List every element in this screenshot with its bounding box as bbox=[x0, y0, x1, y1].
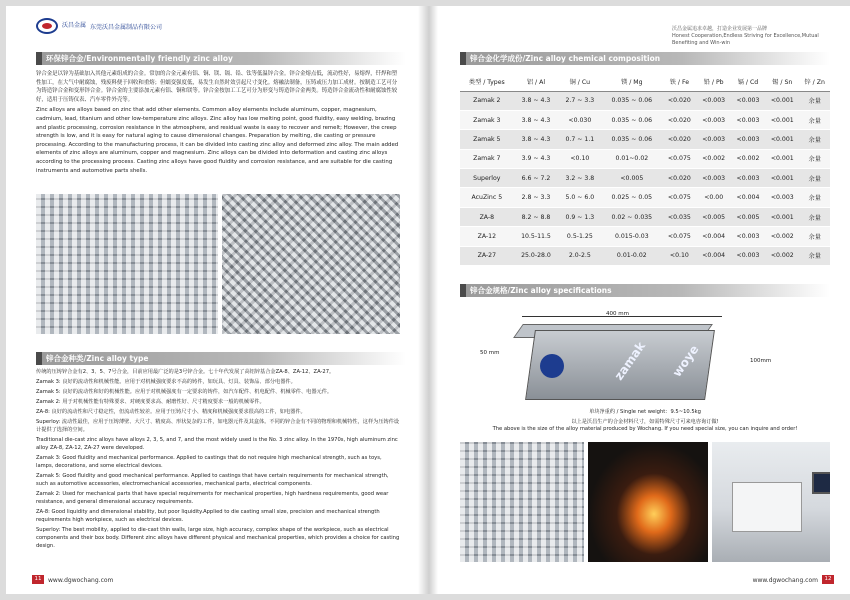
table-cell: Zamak 2 bbox=[460, 91, 514, 110]
table-cell: 3.2 ~ 3.8 bbox=[558, 169, 601, 188]
table-cell: <0.001 bbox=[765, 169, 799, 188]
intro-text bbox=[36, 70, 400, 177]
section-header-zinc-type: 锌合金种类/Zinc alloy type bbox=[36, 352, 406, 365]
table-cell: 0.5-1.25 bbox=[558, 227, 601, 246]
page-header-slogan bbox=[672, 26, 832, 47]
types-text bbox=[36, 368, 400, 552]
types-cn-2: Zamak 5: 良好的流动性和好的机械性能。应用于对机械强度有一定要求的铸件，如汽车配件、机电配件、机械零件、电器元件。 bbox=[36, 389, 333, 395]
table-cell: <0.005 bbox=[731, 207, 765, 226]
table-row bbox=[460, 110, 830, 129]
table-cell: <0.002 bbox=[765, 246, 799, 265]
spec-caption-en: The above is the size of the alloy material produced by Wochang. If you need special size, you can inquire and order! bbox=[492, 426, 798, 432]
ingot-brand-woye: woye bbox=[669, 342, 702, 380]
types-en-4: ZA-8: Good liquidity and dimensional stability, but poor liquidity.Applied to die casting small size, precision and mechanical strength requirements high workpiece, such as electrical devices. bbox=[36, 509, 380, 523]
table-cell: <0.003 bbox=[697, 130, 731, 149]
table-cell: 0.7 ~ 1.1 bbox=[558, 130, 601, 149]
table-row bbox=[460, 91, 830, 110]
ingot-warehouse-photo bbox=[36, 194, 218, 334]
dim-length: 400 mm bbox=[606, 311, 629, 317]
table-row bbox=[460, 188, 830, 207]
table-cell: <0.10 bbox=[662, 246, 696, 265]
table-cell: <0.005 bbox=[601, 169, 662, 188]
table-cell: 余量 bbox=[799, 169, 830, 188]
table-cell: 0.9 ~ 1.3 bbox=[558, 207, 601, 226]
table-cell: <0.00 bbox=[697, 188, 731, 207]
table-header-cell: 镁 / Mg bbox=[601, 72, 662, 91]
section-header-chemical: 锌合金化学成份/Zinc alloy chemical composition bbox=[460, 52, 830, 65]
table-header-cell: 锌 / Zn bbox=[799, 72, 830, 91]
table-cell: AcuZinc 5 bbox=[460, 188, 514, 207]
table-cell: 0.035 ~ 0.06 bbox=[601, 91, 662, 110]
table-cell: ZA-12 bbox=[460, 227, 514, 246]
table-cell: <0.002 bbox=[765, 227, 799, 246]
table-row bbox=[460, 149, 830, 168]
table-cell: 2.7 ~ 3.3 bbox=[558, 91, 601, 110]
table-cell: 余量 bbox=[799, 188, 830, 207]
table-cell: 0.02 ~ 0.035 bbox=[601, 207, 662, 226]
table-cell: 余量 bbox=[799, 246, 830, 265]
table-cell: 6.6 ~ 7.2 bbox=[514, 169, 559, 188]
table-header-cell: 锡 / Sn bbox=[765, 72, 799, 91]
ingot-brand-zamak: zamak bbox=[611, 339, 649, 383]
page-number: 11 bbox=[32, 575, 44, 584]
table-cell: <0.001 bbox=[765, 110, 799, 129]
table-cell: <0.075 bbox=[662, 188, 696, 207]
table-cell: <0.002 bbox=[697, 149, 731, 168]
table-cell: 0.01~0.02 bbox=[601, 149, 662, 168]
weight-caption: 单块净重约 / Single net weight：9.5~10.5kg bbox=[589, 409, 701, 415]
book-spine bbox=[418, 6, 438, 594]
table-cell: <0.030 bbox=[558, 110, 601, 129]
chemical-composition-table bbox=[460, 72, 830, 266]
table-cell: <0.003 bbox=[697, 91, 731, 110]
table-cell: 3.9 ~ 4.3 bbox=[514, 149, 559, 168]
table-cell: <0.020 bbox=[662, 130, 696, 149]
table-cell: 8.2 ~ 8.8 bbox=[514, 207, 559, 226]
table-cell: 3.8 ~ 4.3 bbox=[514, 91, 559, 110]
section-header-spec: 锌合金规格/Zinc alloy specifications bbox=[460, 284, 830, 297]
table-cell: <0.004 bbox=[697, 227, 731, 246]
table-cell: 余量 bbox=[799, 227, 830, 246]
types-cn-0: 传统的压铸锌合金有2、3、5、7号合金，目前应用最广泛的是3号锌合金。七十年代发展了高铝锌基合金ZA-8、ZA-12、ZA-27。 bbox=[36, 369, 335, 375]
table-cell: 0.01-0.02 bbox=[601, 246, 662, 265]
slogan-cn: 沃昌金属追求卓越，打造企业发展第一品牌 bbox=[672, 26, 768, 32]
table-header-cell: 铜 / Cu bbox=[558, 72, 601, 91]
table-cell: <0.005 bbox=[697, 207, 731, 226]
right-page bbox=[438, 6, 850, 594]
table-cell: <0.020 bbox=[662, 169, 696, 188]
table-cell: 余量 bbox=[799, 110, 830, 129]
furnace-photo bbox=[588, 442, 708, 562]
ingot-logo-icon bbox=[540, 354, 564, 378]
table-cell: <0.035 bbox=[662, 207, 696, 226]
table-cell: Superloy bbox=[460, 169, 514, 188]
table-row bbox=[460, 246, 830, 265]
types-cn-3: Zamak 2: 用于对机械性能有特殊要求、对硬度要求高、耐磨性好、尺寸精度要求一般的机械零件。 bbox=[36, 399, 265, 405]
website-url[interactable]: www.dgwochang.com bbox=[48, 577, 114, 584]
table-cell: 余量 bbox=[799, 91, 830, 110]
table-cell: <0.075 bbox=[662, 227, 696, 246]
section-header-eco-zinc: 环保锌合金/Environmentally friendly zinc alloy bbox=[36, 52, 406, 65]
left-page bbox=[6, 6, 418, 594]
table-cell: <0.001 bbox=[765, 207, 799, 226]
spec-caption-cn: 以上是沃昌生产的合金材料尺寸，如需特殊尺寸可来电咨询订做! bbox=[571, 419, 719, 425]
company-logo bbox=[36, 18, 162, 34]
table-cell: <0.004 bbox=[731, 188, 765, 207]
company-name: 东莞沃昌金属制品有限公司 bbox=[90, 23, 163, 31]
dim-width: 100mm bbox=[750, 358, 772, 364]
ingot-spec-diagram bbox=[460, 308, 830, 408]
dim-height: 50 mm bbox=[480, 350, 500, 356]
types-en-2: Zamak 5: Good fluidity and good mechanical performance. Applied to castings that have certain requirements for mechanical strength, such as automotive accessories, electromechanical accessories, mechanical parts, electrical components. bbox=[36, 473, 389, 487]
table-cell: 余量 bbox=[799, 130, 830, 149]
table-cell: <0.003 bbox=[731, 110, 765, 129]
table-cell: ZA-27 bbox=[460, 246, 514, 265]
table-cell: <0.003 bbox=[731, 130, 765, 149]
types-cn-4: ZA-8: 良好的流动性和尺寸稳定性，但流动性较差。应用于压铸尺寸小、精度和机械强度要求很高的工件，如电器件。 bbox=[36, 409, 306, 415]
table-cell: <0.075 bbox=[662, 149, 696, 168]
table-cell: <0.003 bbox=[765, 188, 799, 207]
table-cell: 5.0 ~ 6.0 bbox=[558, 188, 601, 207]
table-cell: <0.001 bbox=[765, 149, 799, 168]
table-cell: 10.5-11.5 bbox=[514, 227, 559, 246]
table-cell: <0.020 bbox=[662, 91, 696, 110]
table-cell: Zamak 3 bbox=[460, 110, 514, 129]
table-cell: 0.015-0.03 bbox=[601, 227, 662, 246]
table-cell: 2.8 ~ 3.3 bbox=[514, 188, 559, 207]
ingot-bundle-photo bbox=[460, 442, 584, 562]
types-en-5: Superloy: The best mobility, applied to die-cast thin walls, large size, high accuracy, complex shape of the workpiece, such as electrical components and their box body. Different zinc alloys have different physical and mechanical properties, which provides a choice for casting design. bbox=[36, 527, 400, 549]
table-row bbox=[460, 169, 830, 188]
table-cell: <0.002 bbox=[731, 149, 765, 168]
table-cell: <0.003 bbox=[731, 91, 765, 110]
page-number: 12 bbox=[822, 575, 834, 584]
table-cell: <0.003 bbox=[697, 110, 731, 129]
ingot-stack-photo bbox=[222, 194, 400, 334]
spectrometer-photo bbox=[712, 442, 830, 562]
table-cell: ZA-8 bbox=[460, 207, 514, 226]
table-cell: <0.001 bbox=[765, 91, 799, 110]
table-cell: <0.003 bbox=[731, 246, 765, 265]
table-cell: <0.003 bbox=[731, 227, 765, 246]
table-row bbox=[460, 227, 830, 246]
logo-icon bbox=[36, 18, 58, 34]
table-cell: 25.0-28.0 bbox=[514, 246, 559, 265]
logo-text: 沃昌金属 bbox=[62, 22, 87, 29]
table-cell: Zamak 7 bbox=[460, 149, 514, 168]
table-cell: <0.003 bbox=[731, 169, 765, 188]
table-header-cell: 镉 / Cd bbox=[731, 72, 765, 91]
slogan-en: Honest Cooperation,Endless Striving for Excellence,Mutual Benefiting and Win-win bbox=[672, 33, 819, 46]
table-header-cell: 铅 / Pb bbox=[697, 72, 731, 91]
table-cell: 余量 bbox=[799, 207, 830, 226]
types-cn-1: Zamak 3: 良好的流动性和机械性能。应用于对机械强度要求不高的铸件，如玩具、灯具、装饰品、部分电器件。 bbox=[36, 379, 296, 385]
table-row bbox=[460, 207, 830, 226]
intro-cn: 锌合金是以锌为基础加入其他元素组成的合金。常加的合金元素有铝、铜、镁、镉、铅、钛等低温锌合金。锌合金熔点低，流动性好，易熔焊，钎焊和塑性加工，在大气中耐腐蚀，残废料便于回收和重熔；但蠕变强度低，易发生自然时效引起尺寸变化。熔融法制备，压铸或压力加工成材。按制造工艺可分为铸造锌合金和变形锌合金。锌合金的主要添加元素有铝、铜和镁等。锌合金按加工工艺可分为形变与铸造锌合金两类。铸造锌合金流动性和耐腐蚀性较好，适用于压铸仪表、汽车零件外壳等。 bbox=[36, 71, 398, 103]
table-cell: <0.001 bbox=[765, 130, 799, 149]
table-cell: 0.035 ~ 0.06 bbox=[601, 110, 662, 129]
types-en-3: Zamak 2: Used for mechanical parts that have special requirements for mechanical properties, high hardness requirements, good wear resistance, and general dimensional accuracy requirements. bbox=[36, 491, 389, 505]
table-cell: 3.8 ~ 4.3 bbox=[514, 110, 559, 129]
table-cell: 余量 bbox=[799, 149, 830, 168]
table-cell: 3.8 ~ 4.3 bbox=[514, 130, 559, 149]
table-row bbox=[460, 130, 830, 149]
table-header-cell: 铁 / Fe bbox=[662, 72, 696, 91]
table-cell: <0.020 bbox=[662, 110, 696, 129]
table-cell: 0.035 ~ 0.06 bbox=[601, 130, 662, 149]
table-cell: 2.0-2.5 bbox=[558, 246, 601, 265]
types-en-1: Zamak 3: Good fluidity and mechanical performance. Applied to castings that do not require high mechanical strength, such as toys, lamps, decorations, and some electrical devices. bbox=[36, 455, 382, 469]
table-header-cell: 铝 / Al bbox=[514, 72, 559, 91]
table-cell: 0.025 ~ 0.05 bbox=[601, 188, 662, 207]
table-cell: <0.004 bbox=[697, 246, 731, 265]
intro-en: Zinc alloys are alloys based on zinc that add other elements. Common alloy elements include aluminum, copper, magnesium, cadmium, lead, titanium and other low-temperature zinc alloys. Zinc alloy has low melting point, good fluidity, easy welding, brazing and plastic processing, corrosion resistance in the atmosphere, and residual waste is easy to recover and remelt; However, the creep strength is low, and it is easy for natural aging to cause dimensional changes. Preparation by melting, die casting or pressure processing. According to the manufacturing process, it can be divided into casting zinc alloy and deformed zinc alloy. The main added elements of zinc alloys are aluminum, copper and magnesium. Zinc alloys can be divided into deformation and casting zinc alloys according to the processing process. Casting zinc alloys have good fluidity and corrosion resistance, and are suitable for die casting instruments and automotive parts shells. bbox=[36, 107, 399, 174]
table-header-cell: 类型 / Types bbox=[460, 72, 514, 91]
types-cn-5: Superloy: 流动性最佳，应用于压铸薄壁、大尺寸、精度高、形状复杂的工件，如电器元件及其盒体。不同的锌合金有不同的物理和机械特性，这样为压铸件设计提供了选择的空间。 bbox=[36, 419, 400, 433]
types-en-0: Traditional die-cast zinc alloys have alloys 2, 3, 5, and 7, and the most widely used is the No. 3 zinc alloy. In the 1970s, high aluminum zinc alloy ZA-8, ZA-12, ZA-27 were developed. bbox=[36, 437, 398, 451]
table-cell: Zamak 5 bbox=[460, 130, 514, 149]
website-url[interactable]: www.dgwochang.com bbox=[752, 577, 818, 584]
table-cell: <0.003 bbox=[697, 169, 731, 188]
table-cell: <0.10 bbox=[558, 149, 601, 168]
